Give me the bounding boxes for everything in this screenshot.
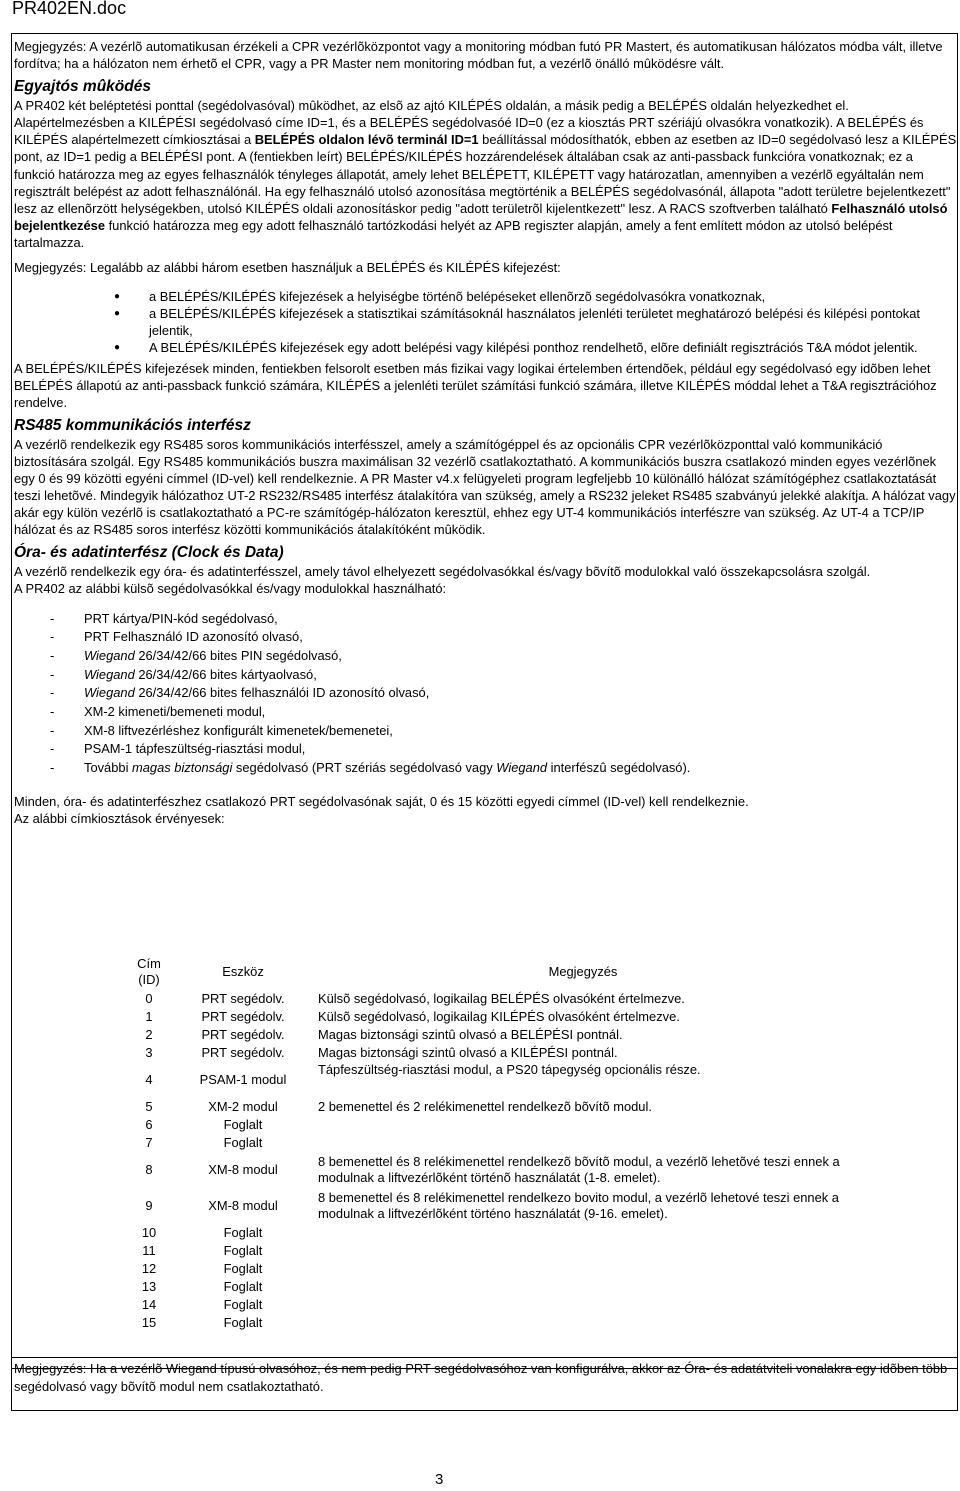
section-heading-rs485: RS485 kommunikációs interfész [14, 416, 251, 434]
list-item: ● a BELÉPÉS/KILÉPÉS kifejezések a statisztikai számításoknál használatos jelenléti területet meghatározó belépési és kilépési pontokat jelentik, [149, 305, 957, 339]
list-item: ● a BELÉPÉS/KILÉPÉS kifejezések a helyiségbe történõ belépéseket ellenõrzõ segédolvasókra vonatkoznak, [149, 288, 957, 305]
document-filename: PR402EN.doc [12, 0, 127, 18]
list-item: - További magas biztonsági segédolvasó (PRT szériás segédolvasó vagy Wiegand interfészû segédolvasó). [84, 759, 957, 776]
table-row: 11 Foglalt [142, 1243, 263, 1258]
clock-data-paragraph: A vezérlõ rendelkezik egy óra- és adatinterfésszel, amely távol elhelyezett segédolvasókkal és/vagy bõvítõ modulokkal való összekapcsolásra szolgál. [14, 564, 871, 580]
list-item: - Wiegand 26/34/42/66 bites kártyaolvasó, [84, 666, 957, 683]
list-item: - PRT kártya/PIN-kód segédolvasó, [84, 610, 957, 627]
table-row: 8 XM-8 modul 8 bemenettel és 8 relékimenettel rendelkezõ bõvítõ modul, a vezérlõ lehetõvé teszi ennek a modulnak a liftvezérlõként történõ használatát (1-8. emelet). [145, 1154, 840, 1185]
table-row: 12 Foglalt [141, 1261, 263, 1276]
note-entry-exit: Megjegyzés: Legalább az alábbi három esetben használjuk a BELÉPÉS és KILÉPÉS kifejezést: [14, 260, 561, 276]
list-item: ● A BELÉPÉS/KILÉPÉS kifejezések egy adott belépési vagy kilépési ponthoz rendelhetõ, elõre definiált regisztrációs T&A módot jelentik. [149, 339, 957, 356]
bullet-list [14, 288, 957, 356]
column-header-note: Megjegyzés [548, 964, 618, 979]
table-row: 7 Foglalt [145, 1135, 263, 1150]
column-header-device: Eszköz [222, 964, 264, 979]
list-item: - PRT Felhasználó ID azonosító olvasó, [84, 628, 957, 645]
note-paragraph: Megjegyzés: A vezérlõ automatikusan érzékeli a CPR vezérlõközpontot vagy a monitoring módban futó PR Mastert, és automatikusan hálózatos módba vált, illetve fordítva; ha a hálózaton nem érhetõ el CPR, vagy a PR Master nem monitoring módban fut, a vezérlõ önálló mûködésre vált. [14, 39, 943, 72]
address-table [128, 954, 848, 1332]
footnote-box: Megjegyzés: Ha a vezérlõ Wiegand típusú olvasóhoz, és nem pedig PRT segédolvasóhoz van konfigurálva, akkor az Óra- és adatátviteli vonalakra egy idõben több segédolvasó vagy bõvítõ modul nem csatlakoztatható. [11, 1357, 958, 1411]
table-row: 3 PRT segédolv. Magas biztonsági szintû olvasó a KILÉPÉSI pontnál. [145, 1045, 618, 1060]
device-list [14, 610, 957, 777]
table-row: 13 Foglalt [141, 1279, 263, 1294]
page-frame [11, 33, 958, 1369]
table-row: 6 Foglalt [145, 1117, 263, 1132]
section-heading-clock-data: Óra- és adatinterfész (Clock és Data) [14, 544, 284, 562]
address-table-intro: Az alábbi címkiosztások érvényesek: [14, 811, 225, 827]
table-row: 14 Foglalt [141, 1297, 263, 1312]
single-door-paragraph: A PR402 két beléptetési ponttal (segédolvasóval) mûködhet, az elsõ az ajtó KILÉPÉS oldalán, a másik pedig a BELÉPÉS oldalán helyezkedhet el. Alapértelmezésben a KILÉPÉSI segédolvasó címe ID=1, és a BELÉPÉS segédolvasóé ID=0 (ez a kiosztás PRT szériájú olvasókra vonatkozik). A BELÉPÉS és KILÉPÉS alapértelmezett címkiosztásai a BELÉPÉS oldalon lévõ terminál ID=1 beállítással módosíthatók, ebben az esetben az ID=0 segédolvasó lesz a KILÉPÉS pont, az ID=1 pedig a BELÉPÉSI pont. A (fentiekben leírt) BELÉPÉS/KILÉPÉS hozzárendelések általában csak az anti-passback funkcióra vonatkoznak; ez a funkció határozza meg az egyes felhasználók tényleges állapotát, amely lehet BELÉPETT, KILÉPETT vagy határozatlan, amennyiben a vezérlõ egyáltalán nem regisztrált belépést az adott felhasználónál. Ha egy felhasználó utolsó azonosítása megtörténik a BELÉPÉS segédolvasónál, állapota "adott területre bejelentkezett" lesz az ellenõrzött helységekben, utolsó KILÉPÉS oldali azonosításkor pedig "adott területrõl kijelentkezett" lesz. A RACS szoftverben található Felhasználó utolsó bejelentkezése funkció határozza meg egy adott felhasználó tartózkodási helyét az APB regiszter alapján, amely a fent említett módon az utolsó belépést tartalmazza. [14, 98, 957, 250]
table-row: 0 PRT segédolv. Külsõ segédolvasó, logikailag BELÉPÉS olvasóként értelmezve. [145, 991, 685, 1006]
list-item: - Wiegand 26/34/42/66 bites PIN segédolvasó, [84, 647, 957, 664]
table-row: 15 Foglalt [141, 1315, 263, 1330]
address-paragraph: Minden, óra- és adatinterfészhez csatlakozó PRT segédolvasónak saját, 0 és 15 közötti egyedi címmel (ID-vel) kell rendelkeznie. [14, 794, 749, 810]
clock-data-usage: A PR402 az alábbi külsõ segédolvasókkal és/vagy modulokkal használható: [14, 581, 447, 597]
section-heading-single-door: Egyajtós mûködés [14, 78, 151, 96]
list-item: - XM-2 kimeneti/bemeneti modul, [84, 703, 957, 720]
list-item: - PSAM-1 tápfeszültség-riasztási modul, [84, 740, 957, 757]
table-header-row [128, 954, 848, 990]
table-row: 10 Foglalt [141, 1225, 263, 1240]
page-number: 3 [435, 1471, 444, 1488]
list-item: - XM-8 liftvezérléshez konfigurált kimenetek/bemenetei, [84, 722, 957, 739]
table-row: 9 XM-8 modul 8 bemenettel és 8 relékimenettel rendelkezo bovito modul, a vezérlõ lehetové teszi ennek a modulnak a liftvezérlõként történo használatát (9-16. emelet). [145, 1190, 839, 1221]
table-row: 4 PSAM-1 modul Tápfeszültség-riasztási modul, a PS20 tápegység opcionális része. [145, 1062, 701, 1087]
column-header-id: Cím (ID) [137, 956, 161, 987]
entry-exit-summary: A BELÉPÉS/KILÉPÉS kifejezések minden, fentiekben felsorolt esetben más fizikai vagy logikai értelemben értendõek, például egy segédolvasó egy idõben lehet BELÉPÉS állapotú az anti-passback funkció számára, KILÉPÉS a jelenléti terület számítási funkció számára, illetve KILÉPÉS móddal lehet a T&A regisztrációhoz rendelve. [14, 360, 937, 410]
table-row: 2 PRT segédolv. Magas biztonsági szintû olvasó a BELÉPÉSI pontnál. [145, 1027, 623, 1042]
rs485-paragraph: A vezérlõ rendelkezik egy RS485 soros kommunikációs interfésszel, amely a számítógéppel és az opcionális CPR vezérlõközponttal való kommunikáció biztosítására szolgál. Egy RS485 kommunikációs buszra maximálisan 32 vezérlõ csatlakoztatható. A kommunikációs buszra csatlakozó minden egyes vezérlõnek egy 0 és 99 közötti egyéni címmel (ID-vel) kell rendelkeznie. A PR Master v4.x felügyeleti program legfeljebb 10 különálló hálózat számítógéphez csatlakoztatását teszi lehetõvé. Mindegyik hálózathoz UT-2 RS232/RS485 interfész átalakítóra van szükség, amely a RS232 jeleket RS485 szabványú jelekké alakítja. A hálózat vagy akár egy külön vezérlõ is csatlakoztatható a PC-re számítógép-hálózaton keresztül, ehhez egy UT-4 kommunikációs interfészre van szükség. Az UT-4 a TCP/IP hálózat és az RS485 soros interfész közötti kommunikációs átalakítóként mûködik. [14, 436, 956, 538]
table-row: 5 XM-2 modul 2 bemenettel és 2 relékimenettel rendelkezõ bõvítõ modul. [145, 1099, 652, 1114]
list-item: - Wiegand 26/34/42/66 bites felhasználói ID azonosító olvasó, [84, 684, 957, 701]
table-row: 1 PRT segédolv. Külsõ segédolvasó, logikailag KILÉPÉS olvasóként értelmezve. [145, 1009, 680, 1024]
